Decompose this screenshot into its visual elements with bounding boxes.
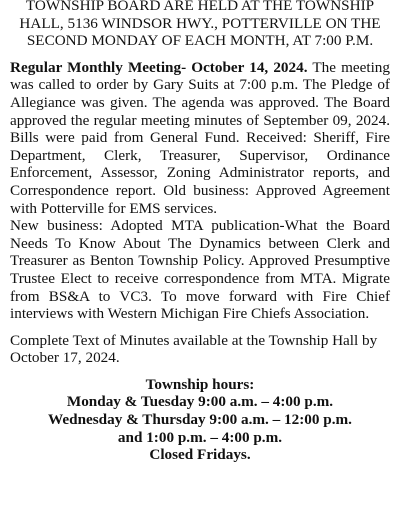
hours-line-4: Closed Fridays. <box>149 446 251 464</box>
hours-title: Township hours: <box>145 375 255 393</box>
spacer <box>10 323 390 332</box>
minutes-body: The meeting was called to order by Gary Suits at 7:00 p.m. The Pledge of Allegiance was given. The agenda was approved. The Board approved the regular meeting minutes of September 09, 2024. Bills were paid from General Fund. Received: Sheriff, Fire Department, Clerk, Treasurer, Supervisor, Ordinance Enforcement, Assessor, Zoning Administrator reports, and Correspondence report. Old business: Approved Agreement with Potterville for EMS services. <box>10 58 390 217</box>
minutes-paragraph <box>10 59 390 217</box>
meeting-schedule-header <box>10 0 390 50</box>
header-line-2: HALL, 5136 WINDSOR HWY., POTTERVILLE ON THE <box>19 14 381 32</box>
township-hours <box>10 376 390 464</box>
township-notice <box>10 0 390 464</box>
hours-line-2: Wednesday & Thursday 9:00 a.m. – 12:00 p.m. <box>48 411 352 429</box>
availability-note: Complete Text of Minutes available at the Township Hall by October 17, 2024. <box>10 331 378 367</box>
header-line-1: TOWNSHIP BOARD ARE HELD AT THE TOWNSHIP <box>25 0 375 14</box>
new-business-paragraph: New business: Adopted MTA publication-What the Board Needs To Know About The Dynamics between Clerk and Treasurer as Benton Township Policy. Approved Presumptive Trustee Elect to receive correspondence from MTA. Migrate from BS&A to VC3. To move forward with Fire Chief interviews with Western Michigan Fire Chiefs Association. <box>10 217 390 323</box>
hours-line-1: Monday & Tuesday 9:00 a.m. – 4:00 p.m. <box>66 393 334 411</box>
meeting-heading: Regular Monthly Meeting- October 14, 2024. <box>10 58 308 76</box>
hours-line-3: and 1:00 p.m. – 4:00 p.m. <box>117 428 283 446</box>
header-line-3: SECOND MONDAY OF EACH MONTH, AT 7:00 P.M. <box>26 32 374 50</box>
spacer <box>10 50 390 59</box>
